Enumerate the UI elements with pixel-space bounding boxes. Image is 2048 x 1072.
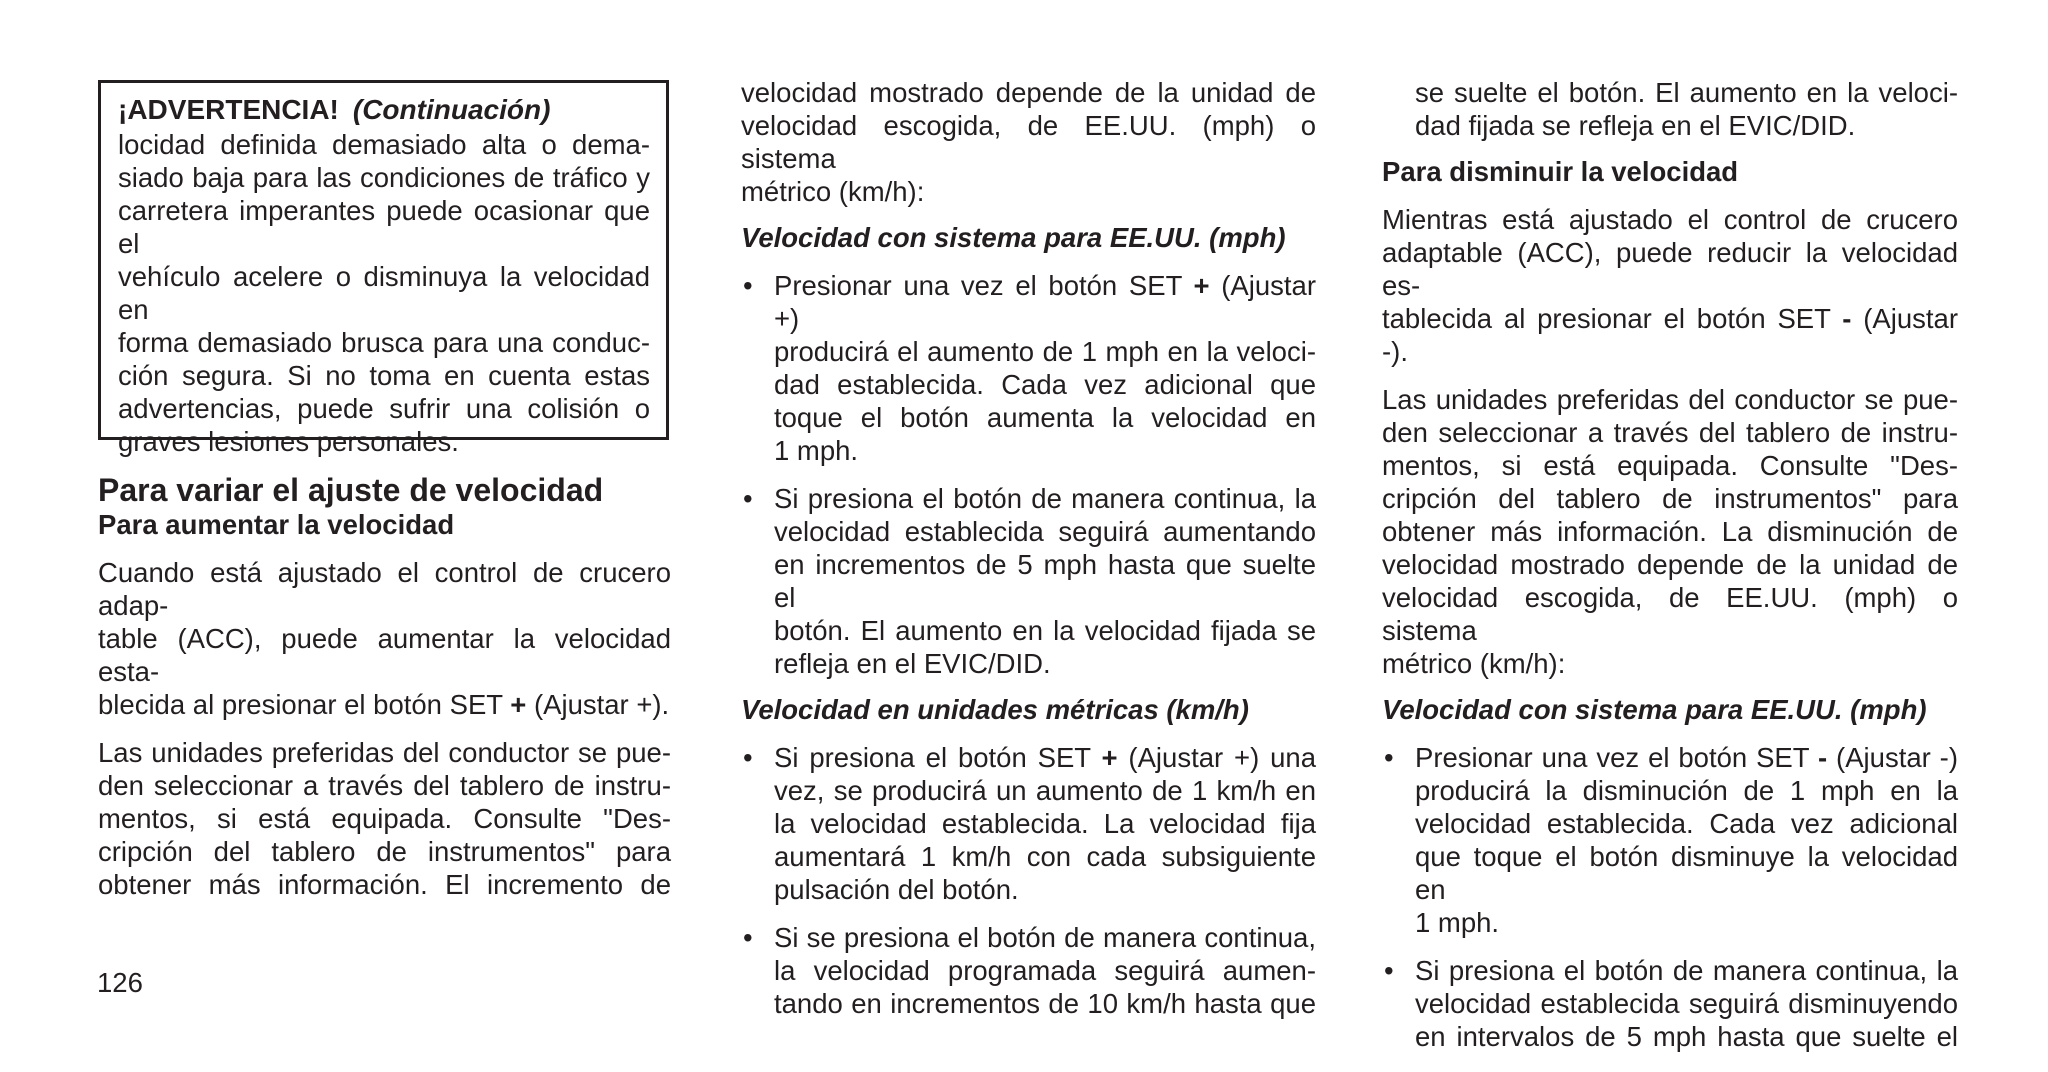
minus-symbol: - bbox=[1817, 742, 1828, 773]
paragraph-line: métrico (km/h): bbox=[1382, 648, 1566, 679]
list-item-line: Si presiona el botón de manera continua, la bbox=[774, 483, 1316, 514]
list-item-line: 1 mph. bbox=[774, 435, 859, 466]
list-item-line: botón. El aumento en la velocidad fijada se bbox=[774, 615, 1316, 646]
list-item bbox=[741, 269, 1316, 467]
list-item bbox=[741, 482, 1316, 680]
bullet-icon: • bbox=[743, 922, 753, 953]
list-item-line: que toque el botón disminuye la velocidad en bbox=[1415, 841, 1958, 905]
list-item bbox=[1382, 954, 1958, 1053]
plus-symbol: + bbox=[1193, 270, 1210, 301]
bullet-list-mph bbox=[741, 269, 1316, 680]
text-run: blecida al presionar el botón SET bbox=[98, 689, 511, 720]
warning-title-continuation: (Continuación) bbox=[352, 94, 551, 125]
list-item-line: en incrementos de 5 mph hasta que suelte el bbox=[774, 549, 1316, 613]
list-item-line: producirá la disminución de 1 mph en la bbox=[1415, 775, 1958, 806]
warning-title-label: ¡ADVERTENCIA! bbox=[118, 94, 339, 125]
list-item-line: Si se presiona el botón de manera continua, bbox=[774, 922, 1316, 953]
text-run: (Ajustar -) bbox=[1827, 742, 1958, 773]
bullet-list-mph-decrease bbox=[1382, 741, 1958, 1053]
bullet-icon: • bbox=[743, 483, 753, 514]
warning-text bbox=[118, 128, 650, 458]
list-item-line: velocidad establecida seguirá disminuyendo bbox=[1415, 988, 1958, 1019]
warning-line: forma demasiado brusca para una conduc- bbox=[118, 327, 650, 358]
bullet-icon: • bbox=[743, 270, 753, 301]
column-left-body bbox=[98, 472, 671, 901]
column-middle bbox=[741, 76, 1316, 1020]
warning-line: carretera imperantes puede ocasionar que el bbox=[118, 195, 650, 259]
list-item-line: refleja en el EVIC/DID. bbox=[774, 648, 1051, 679]
paragraph-driver-units bbox=[98, 736, 671, 901]
column-right bbox=[1382, 76, 1958, 1053]
warning-box bbox=[98, 80, 669, 457]
page-number: 126 bbox=[97, 967, 143, 998]
list-item-line: vez, se producirá un aumento de 1 km/h en bbox=[774, 775, 1316, 806]
paragraph-line: Las unidades preferidas del conductor se pue- bbox=[98, 737, 671, 768]
list-item-line bbox=[1415, 741, 1958, 774]
paragraph-line: cripción del tablero de instrumentos" para bbox=[1382, 483, 1958, 514]
minus-symbol: - bbox=[1842, 303, 1852, 334]
plus-symbol: + bbox=[1101, 742, 1118, 773]
paragraph-line: obtener más información. La disminución de bbox=[1382, 516, 1958, 547]
list-item-line: tando en incrementos de 10 km/h hasta que bbox=[774, 988, 1316, 1019]
list-item-line: la velocidad programada seguirá aumen- bbox=[774, 955, 1316, 986]
list-item-line: pulsación del botón. bbox=[774, 874, 1019, 905]
subheading-increase-speed: Para aumentar la velocidad bbox=[98, 509, 455, 540]
list-item-line: velocidad establecida. Cada vez adicional bbox=[1415, 808, 1958, 839]
paragraph-line: table (ACC), puede aumentar la velocidad esta- bbox=[98, 623, 671, 687]
text-run: tablecida al presionar el botón SET bbox=[1382, 303, 1843, 334]
paragraph-line: velocidad escogida, de EE.UU. (mph) o sistema bbox=[741, 110, 1316, 174]
text-run: (Ajustar +). bbox=[526, 689, 670, 720]
section-heading: Para variar el ajuste de velocidad bbox=[98, 472, 604, 508]
text-run: Si presiona el botón SET bbox=[774, 742, 1102, 773]
paragraph-line: métrico (km/h): bbox=[741, 176, 925, 207]
subheading-decrease-speed: Para disminuir la velocidad bbox=[1382, 156, 1739, 187]
paragraph-line: cripción del tablero de instrumentos" para bbox=[98, 836, 671, 867]
text-run: Presionar una vez el botón SET bbox=[1415, 742, 1818, 773]
text-run: (Ajustar +) bbox=[774, 270, 1316, 334]
warning-line: graves lesiones personales. bbox=[118, 426, 459, 457]
list-item-line: aumentará 1 km/h con cada subsiguiente bbox=[774, 841, 1316, 872]
heading-kmh: Velocidad en unidades métricas (km/h) bbox=[741, 694, 1249, 725]
paragraph-decrease-intro bbox=[1382, 203, 1958, 368]
list-item-line: se suelte el botón. El aumento en la veloci- bbox=[1415, 77, 1958, 108]
warning-line: locidad definida demasiado alta o dema- bbox=[118, 129, 650, 160]
list-item-line: toque el botón aumenta la velocidad en bbox=[774, 402, 1316, 433]
paragraph-line: den seleccionar a través del tablero de instru- bbox=[98, 770, 671, 801]
paragraph-line: Cuando está ajustado el control de crucero adap- bbox=[98, 557, 671, 621]
paragraph-line: den seleccionar a través del tablero de instru- bbox=[1382, 417, 1958, 448]
list-item bbox=[741, 921, 1316, 1020]
paragraph-line: velocidad escogida, de EE.UU. (mph) o sistema bbox=[1382, 582, 1958, 646]
text-run: (Ajustar -). bbox=[1382, 303, 1959, 367]
list-item-line: velocidad establecida seguirá aumentando bbox=[774, 516, 1316, 547]
list-item-line bbox=[774, 741, 1316, 774]
bullet-list-kmh bbox=[741, 741, 1316, 1020]
plus-symbol: + bbox=[510, 689, 527, 720]
text-run: (Ajustar +) una bbox=[1117, 742, 1316, 773]
paragraph-line: velocidad mostrado depende de la unidad de bbox=[1382, 549, 1958, 580]
list-item bbox=[741, 741, 1316, 906]
bullet-icon: • bbox=[743, 742, 753, 773]
paragraph-line: Mientras está ajustado el control de crucero bbox=[1382, 204, 1958, 235]
paragraph-units-continued bbox=[741, 76, 1316, 208]
list-item-line: producirá el aumento de 1 mph en la veloci- bbox=[774, 336, 1316, 367]
bullet-continuation bbox=[1382, 76, 1958, 142]
list-item bbox=[1382, 741, 1958, 939]
text-run: Presionar una vez el botón SET bbox=[774, 270, 1194, 301]
list-item-line bbox=[774, 269, 1316, 335]
warning-line: ción segura. Si no toma en cuenta estas bbox=[118, 360, 650, 391]
warning-title bbox=[118, 93, 650, 126]
heading-mph: Velocidad con sistema para EE.UU. (mph) bbox=[1382, 694, 1927, 725]
list-item-line: en intervalos de 5 mph hasta que suelte el bbox=[1415, 1021, 1958, 1052]
heading-mph: Velocidad con sistema para EE.UU. (mph) bbox=[741, 222, 1286, 253]
paragraph-line: Las unidades preferidas del conductor se pue- bbox=[1382, 384, 1958, 415]
warning-line: advertencias, puede sufrir una colisión o bbox=[118, 393, 650, 424]
paragraph-line bbox=[98, 688, 671, 721]
paragraph-line: velocidad mostrado depende de la unidad de bbox=[741, 77, 1316, 108]
paragraph-line bbox=[1382, 302, 1958, 368]
paragraph-line: mentos, si está equipada. Consulte "Des- bbox=[1382, 450, 1958, 481]
bullet-icon: • bbox=[1384, 742, 1394, 773]
paragraph-line: obtener más información. El incremento de bbox=[98, 869, 671, 900]
list-item-line: la velocidad establecida. La velocidad fija bbox=[774, 808, 1316, 839]
list-item-line: dad establecida. Cada vez adicional que bbox=[774, 369, 1316, 400]
paragraph-increase-intro bbox=[98, 556, 671, 721]
list-item-line: 1 mph. bbox=[1415, 907, 1500, 938]
warning-line: siado baja para las condiciones de tráfico y bbox=[118, 162, 650, 193]
warning-line: vehículo acelere o disminuya la velocidad en bbox=[118, 261, 650, 325]
list-item-line: Si presiona el botón de manera continua, la bbox=[1415, 955, 1958, 986]
bullet-icon: • bbox=[1384, 955, 1394, 986]
paragraph-driver-units bbox=[1382, 383, 1958, 680]
list-item-line: dad fijada se refleja en el EVIC/DID. bbox=[1415, 110, 1856, 141]
paragraph-line: mentos, si está equipada. Consulte "Des- bbox=[98, 803, 671, 834]
paragraph-line: adaptable (ACC), puede reducir la velocidad es- bbox=[1382, 237, 1958, 301]
